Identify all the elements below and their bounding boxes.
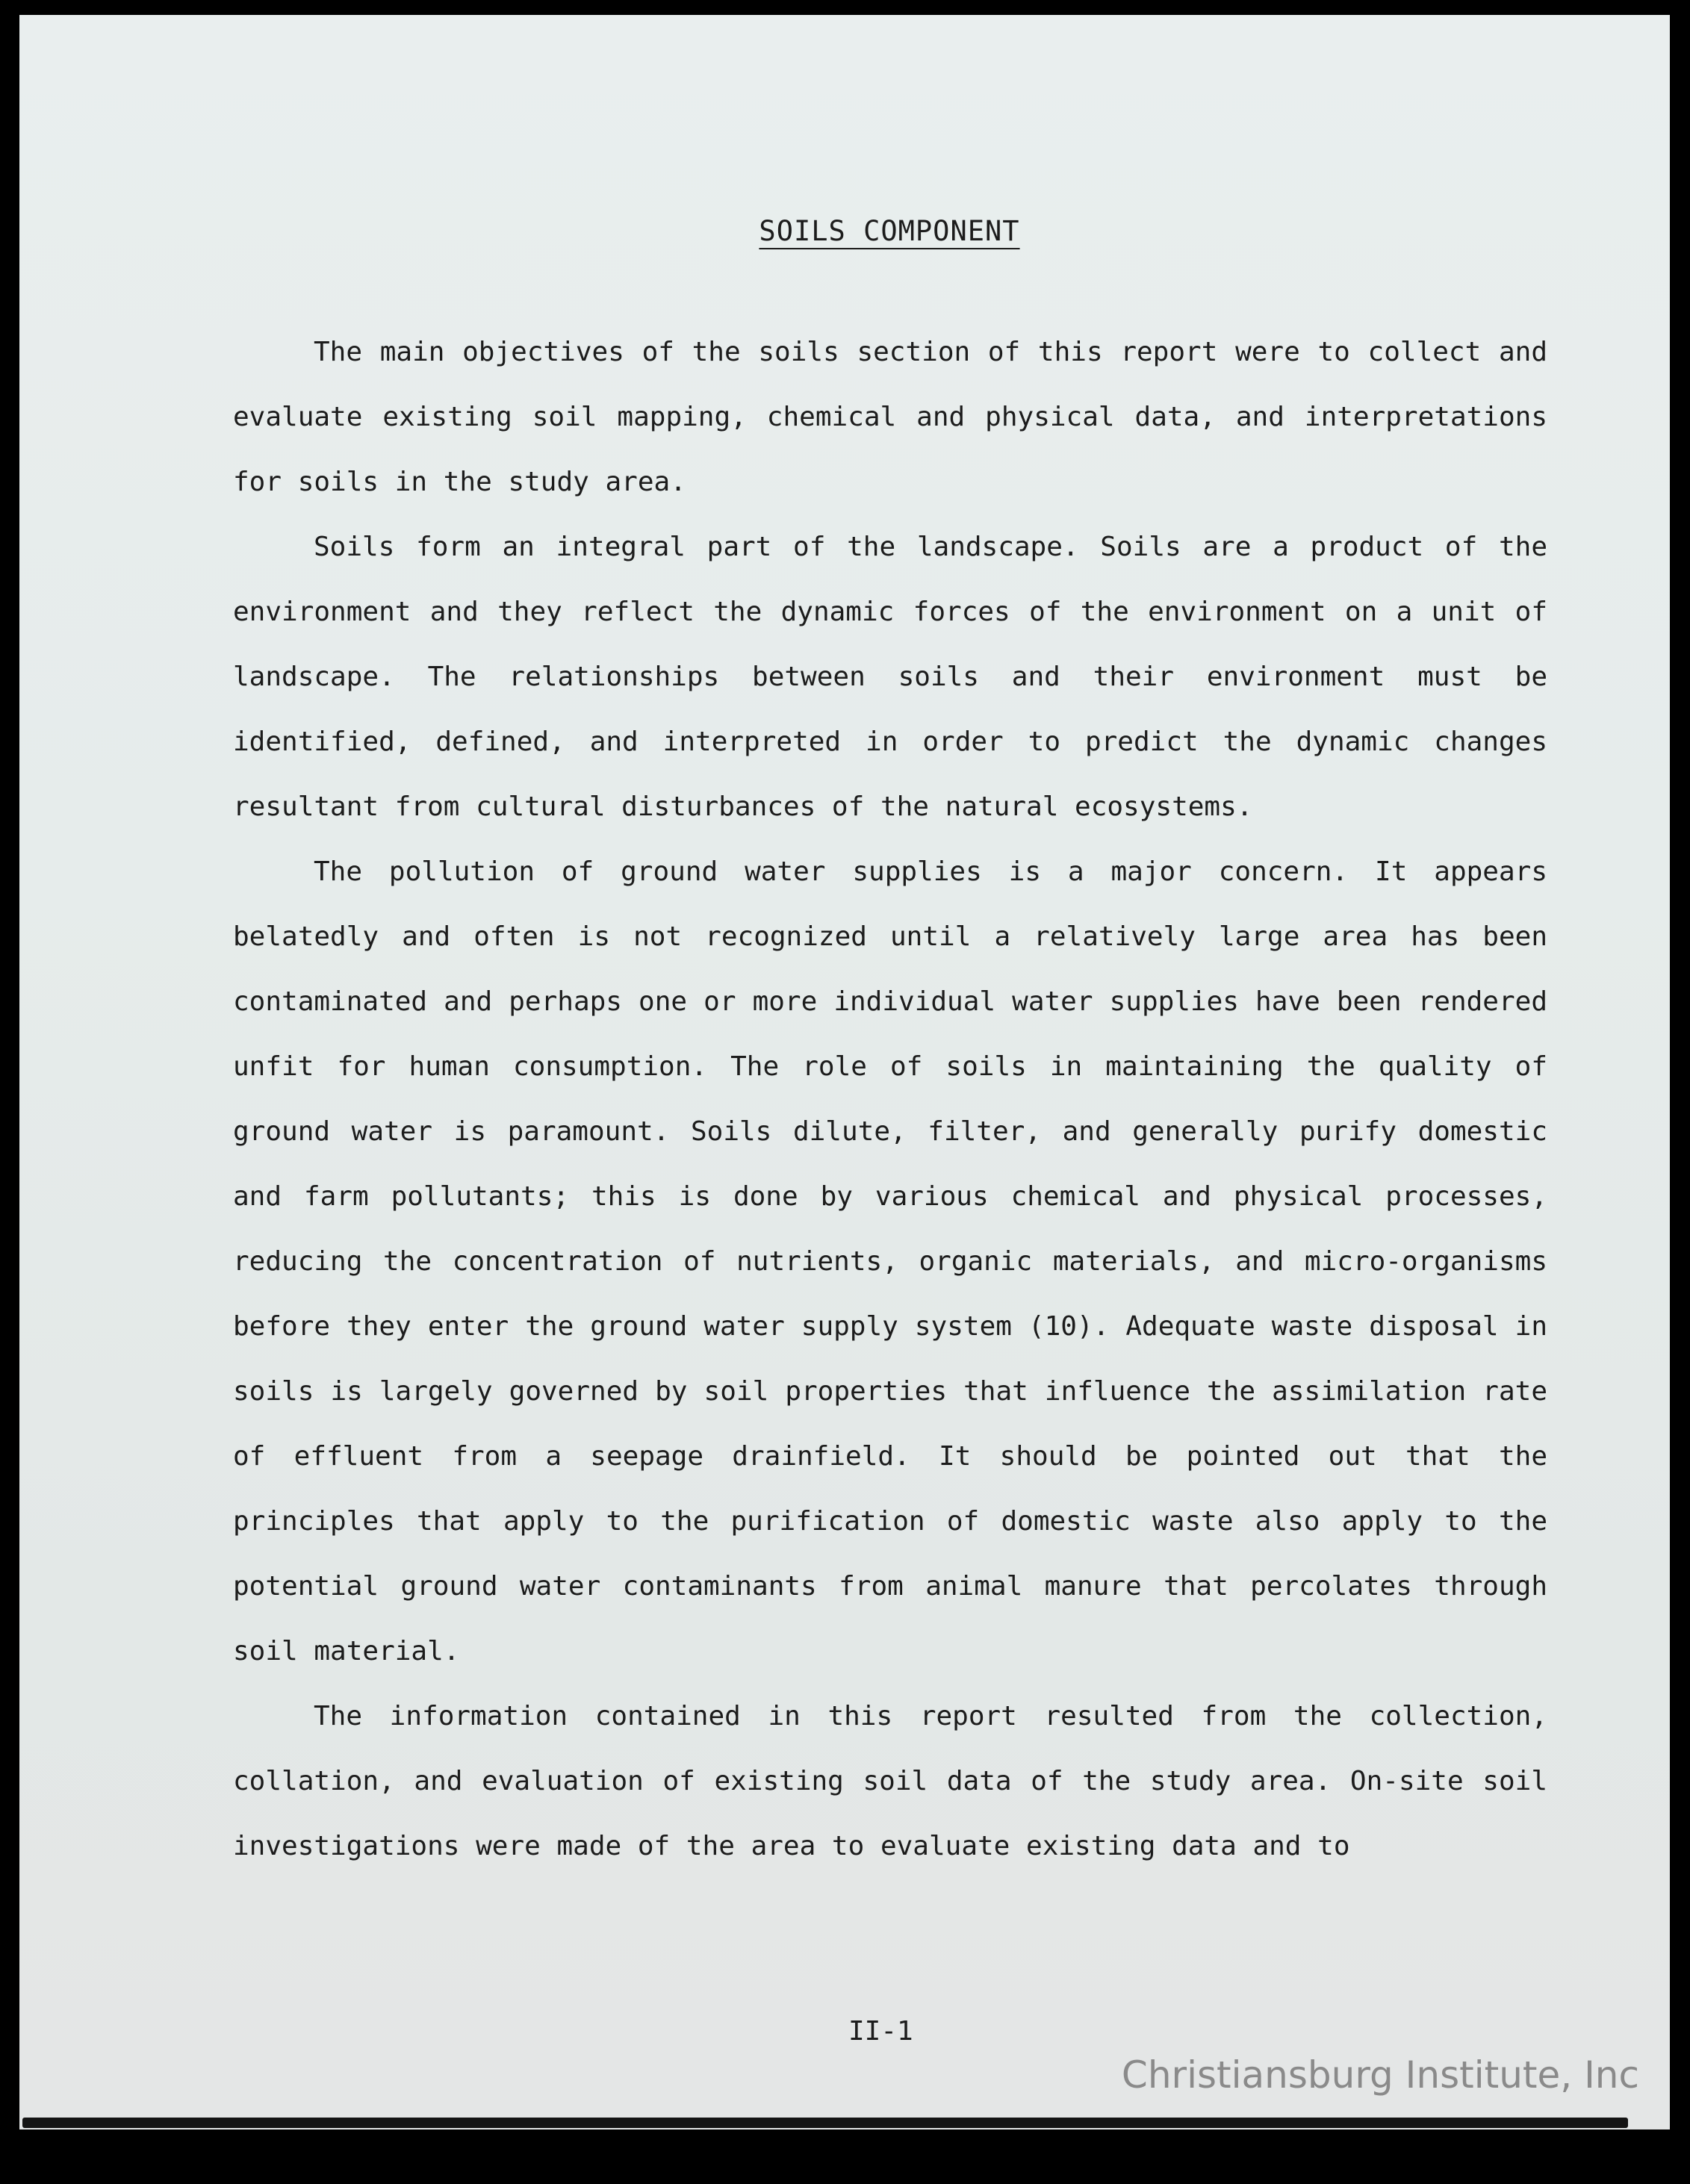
document-page [19, 15, 1670, 2129]
document-title [19, 215, 1670, 247]
body-text [233, 320, 1547, 1879]
title-text: SOILS COMPONENT [759, 215, 1020, 247]
paragraph-4: The information contained in this report resulted from the collection, collation, and evaluation of existing soil data of the study area. On-site soil investigations were made of the area to evaluate existing data and to [233, 1701, 1547, 1861]
page-number: II-1 [848, 2016, 913, 2047]
paragraph-1: The main objectives of the soils section of this report were to collect and evaluate existing soil mapping, chemical and physical data, and interpretations for soils in the study area. [233, 337, 1547, 497]
paragraph-2: Soils form an integral part of the landscape. Soils are a product of the environment and they reflect the dynamic forces of the environment on a unit of landscape. The relationships between soils and their environment must be identified, defined, and interpreted in order to predict the dynamic changes resultant from cultural disturbances of the natural ecosystems. [233, 532, 1547, 822]
bottom-rule [22, 2118, 1628, 2128]
watermark: Christiansburg Institute, Inc [1121, 2053, 1639, 2097]
paragraph-3: The pollution of ground water supplies is a major concern. It appears belatedly and often is not recognized until a relatively large area has been contaminated and perhaps one or more individual water supplies have been rendered unfit for human consumption. The role of soils in maintaining the quality of ground water is paramount. Soils dilute, filter, and generally purify domestic and farm pollutants; this is done by various chemical and physical processes, reducing the concentration of nutrients, organic materials, and micro-organisms before they enter the ground water supply system (10). Adequate waste disposal in soils is largely governed by soil properties that influence the assimilation rate of effluent from a seepage drainfield. It should be pointed out that the principles that apply to the purification of domestic waste also apply to the potential ground water contaminants from animal manure that percolates through soil material. [233, 856, 1547, 1667]
